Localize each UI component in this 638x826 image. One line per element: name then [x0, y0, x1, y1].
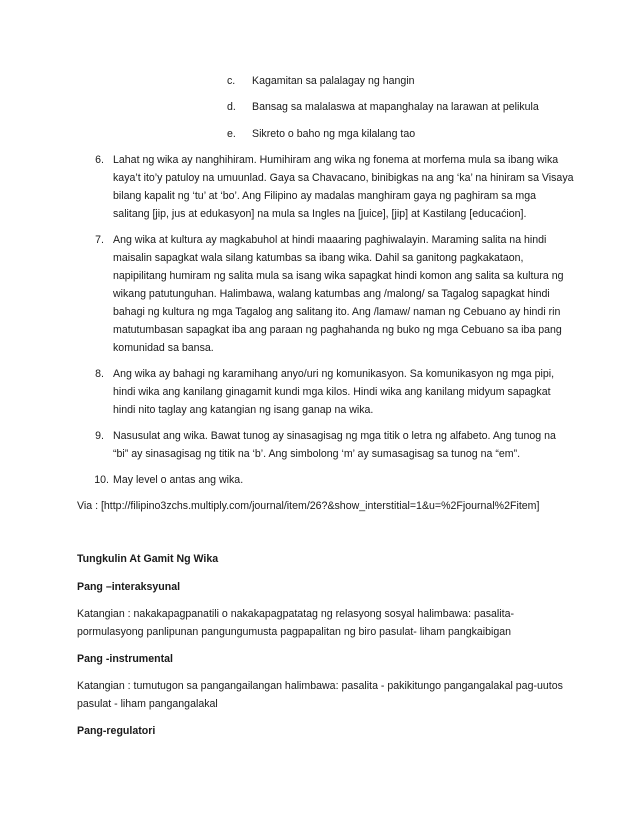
sub-item-letter: e. — [227, 128, 236, 140]
list-item-line: Ang wika ay bahagi ng karamihang anyo/uri ng komunikasyon. Sa komunikasyon ng mga pipi, — [113, 368, 555, 380]
function-description-line: pasulat - liham pangangalakal — [77, 698, 218, 710]
list-item-number: 6. — [95, 154, 104, 166]
list-item-line: Ang wika at kultura ay magkabuhol at hindi maaaring paghiwalayin. Maraming salita na hindi — [113, 234, 547, 246]
list-item-line: maisalin sapagkat wala silang katumbas sa ibang wika. Dahil sa ganitong pagkakataon, — [113, 252, 524, 264]
list-item-number: 8. — [95, 368, 104, 380]
list-item-line: Nasusulat ang wika. Bawat tunog ay sinasagisag ng mga titik o letra ng alfabeto. Ang tunog na — [113, 430, 556, 442]
section-title: Tungkulin At Gamit Ng Wika — [77, 553, 219, 565]
list-item-line: May level o antas ang wika. — [113, 474, 244, 486]
function-heading: Pang –interaksyunal — [77, 581, 181, 593]
list-item-line: Lahat ng wika ay nanghihiram. Humihiram ang wika ng fonema at morfema mula sa ibang wika — [113, 154, 559, 166]
list-item-line: salitang [jip, jus at edukasyon] na mula sa Ingles na [juice], [jip] at Kastilang [educaćion]. — [113, 208, 527, 220]
function-heading: Pang -instrumental — [77, 653, 173, 665]
list-item-line: komunidad sa bansa. — [113, 342, 214, 354]
list-item-line: wikang patutunguhan. Halimbawa, walang katumbas ang /malong/ sa Tagalog sapagkat hindi — [113, 288, 550, 300]
sub-item-letter: c. — [227, 75, 236, 87]
list-item-line: hindi nito taglay ang katangian ng isang ganap na wika. — [113, 404, 374, 416]
list-item-number: 10. — [94, 474, 109, 486]
source-citation: Via : [http://filipino3zchs.multiply.com/journal/item/26?&show_interstitial=1&u=%2Fjournal%2Fitem] — [77, 500, 540, 512]
list-item-line: hindi wika ang kanilang ginagamit kundi mga kilos. Hindi wika ang kanilang midyum sapagkat — [113, 386, 551, 398]
function-description-line: Katangian : nakakapagpanatili o nakakapagpatatag ng relasyong sosyal halimbawa: pasalita- — [77, 608, 514, 620]
list-item-line: kaya’t ito’y patuloy na umuunlad. Gaya sa Chavacano, binibigkas na ang ‘ka’ na hiniram sa Visaya — [113, 172, 574, 184]
function-heading: Pang-regulatori — [77, 725, 156, 737]
list-item-line: bahagi ng kultura ng mga Tagalog ang salitang ito. Ang /lamaw/ naman ng Cebuano ay hindi rin — [113, 306, 561, 318]
list-item-number: 9. — [95, 430, 104, 442]
sub-item-letter: d. — [227, 101, 236, 113]
sub-item-text: Sikreto o baho ng mga kilalang tao — [252, 128, 416, 140]
sub-item-text: Bansag sa malalaswa at mapanghalay na larawan at pelikula — [252, 101, 539, 113]
list-item-line: napipilitang humiram ng salita mula sa isang wika sapagkat hindi komon ang salita sa kultura ng — [113, 270, 564, 282]
list-item-line: “bi” ay sinasagisag ng titik na ‘b’. Ang simbolong ‘m’ ay sumasagisag sa tunog na “em”. — [113, 448, 521, 460]
list-item-line: bilang kapalit ng ‘tu’ at ‘bo’. Ang Filipino ay madalas manghiram gaya ng paghiram sa mga — [113, 190, 537, 202]
function-description-line: pormulasyong panlipunan pangungumusta pagpapalitan ng biro pasulat- liham pangkaibigan — [77, 626, 512, 638]
list-item-line: matutumbasan sapagkat iba ang paraan ng paghahanda ng buko ng mga Cebuano sa iba pang — [113, 324, 562, 336]
list-item-number: 7. — [95, 234, 104, 246]
function-description-line: Katangian : tumutugon sa pangangailangan halimbawa: pasalita - pakikitungo pangangalakal pag-uutos — [77, 680, 563, 692]
sub-item-text: Kagamitan sa palalagay ng hangin — [252, 75, 415, 87]
